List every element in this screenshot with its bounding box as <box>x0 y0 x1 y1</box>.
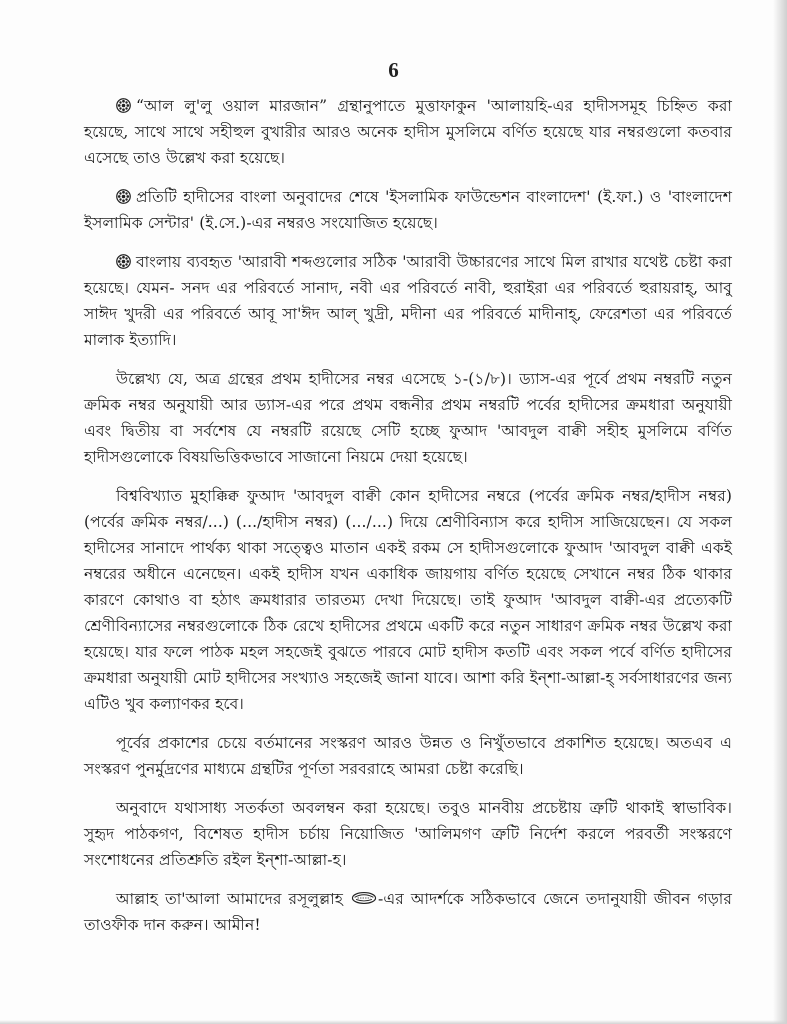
page-edge-shadow-right <box>773 0 787 1024</box>
paragraph-1 <box>84 93 732 171</box>
paragraph-text: “আল লু'লু ওয়াল মারজান” গ্রন্থানুপাতে মুত্তাফাকুন 'আলায়হি-এর হাদীসসমূহ চিহ্নিত করা হয়েছে, সাথে সাথে সহীহুল বুখারীর আরও অনেক হাদীস মুসলিমে বর্ণিত হয়েছে যার নম্বরগুলো কতবার এসেছে তাও উল্লেখ করা হয়েছে। <box>84 97 732 167</box>
paragraph-text: পূর্বের প্রকাশের চেয়ে বর্তমানের সংস্করণ আরও উন্নত ও নিখুঁতভাবে প্রকাশিত হয়েছে। অতএব এ সংস্করণ পুনর্মুদ্রণের মাধ্যমে গ্রন্থটির পূর্ণতা সরবরাহে আমরা চেষ্টা করেছি। <box>84 734 732 778</box>
paragraph-text: বাংলায় ব্যবহৃত 'আরাবী শব্দগুলোর সঠিক 'আরাবী উচ্চারণের সাথে মিল রাখার যথেষ্ট চেষ্টা করা হয়েছে। যেমন- সনদ এর পরিবর্তে সানাদ, নবী এর পরিবর্তে নাবী, হুরাইরা এর পরিবর্তে হুরায়রাহ্, আবু সাঈদ খুদরী এর পরিবর্তে আবূ সা'ঈদ আল্ খুদ্রী, মদীনা এর পরিবর্তে মাদীনাহ্, ফেরেশতা এর পরিবর্তে মালাক ইত্যাদি। <box>84 253 732 349</box>
paragraph-4 <box>84 366 732 470</box>
flower-ornament-icon <box>116 254 131 269</box>
closing-text-after: -এর আদর্শকে সঠিকভাবে জেনে তদানুযায়ী জীবন গড়ার তাওফীক দান করুন। আমীন! <box>84 890 732 934</box>
body-text <box>84 93 732 951</box>
paragraph-text: প্রতিটি হাদীসের বাংলা অনুবাদের শেষে 'ইসলামিক ফাউন্ডেশন বাংলাদেশ' (ই.ফা.) ও 'বাংলাদেশ ইসলামিক সেন্টার' (ই.সে.)-এর নম্বরও সংযোজিত হয়েছে। <box>84 188 732 232</box>
closing-text-before: আল্লাহ তা'আলা আমাদের রসূলুল্লাহ <box>116 890 351 908</box>
page-number: 6 <box>388 58 399 82</box>
flower-ornament-icon <box>116 98 131 113</box>
paragraph-text: উল্লেখ্য যে, অত্র গ্রন্থের প্রথম হাদীসের নম্বর এসেছে ১-(১/৮)। ড্যাস-এর পূর্বে প্রথম নম্বরটি নতুন ক্রমিক নম্বর অনুযায়ী আর ড্যাস-এর পরে প্রথম বন্ধনীর প্রথম নম্বরটি পর্বের হাদীসের ক্রমধারা অনুযায়ী এবং দ্বিতীয় বা সর্বশেষ যে নম্বরটি রয়েছে সেটি হচ্ছে ফুআদ 'আবদুল বাক্বী সহীহ মুসলিমে বর্ণিত হাদীসগুলোকে বিষয়ভিত্তিকভাবে সাজানো নিয়মে দেয়া হয়েছে। <box>84 370 732 466</box>
paragraph-2 <box>84 184 732 236</box>
paragraph-3 <box>84 249 732 353</box>
paragraph-text: অনুবাদে যথাসাধ্য সতর্কতা অবলম্বন করা হয়েছে। তবুও মানবীয় প্রচেষ্টায় ত্রুটি থাকাই স্বাভাবিক। সুহৃদ পাঠকগণ, বিশেষত হাদীস চর্চায় নিয়োজিত 'আলিমগণ ত্রুটি নির্দেশ করলে পরবর্তী সংস্করণে সংশোধনের প্রতিশ্রুতি রইল ইন্শা-আল্লা-হ। <box>84 799 732 869</box>
paragraph-6 <box>84 730 732 782</box>
paragraph-5 <box>84 483 732 717</box>
flower-ornament-icon <box>116 189 131 204</box>
closing-paragraph <box>84 886 732 938</box>
page-edge-shadow-bottom <box>0 1020 787 1024</box>
salawat-calligraphy-icon <box>351 891 377 905</box>
paragraph-7 <box>84 795 732 873</box>
paragraph-text: বিশ্ববিখ্যাত মুহাক্কিক্ব ফুআদ 'আবদুল বাক্বী কোন হাদীসের নম্বরে (পর্বের ক্রমিক নম্বর/হাদীস নম্বর) (পর্বের ক্রমিক নম্বর/...) (.../হাদীস নম্বর) (.../...) দিয়ে শ্রেণীবিন্যাস করে হাদীস সাজিয়েছেন। যে সকল হাদীসের সানাদে পার্থক্য থাকা সত্ত্বেও মাতান একই রকম সে হাদীসগুলোকে ফুআদ 'আবদুল বাক্বী একই নম্বরের অধীনে এনেছেন। একই হাদীস যখন একাধিক জায়গায় বর্ণিত হয়েছে সেখানে নম্বর ঠিক থাকার কারণে কোথাও বা হঠাৎ ক্রমধারার তারতম্য দেখা দিয়েছে। তাই ফুআদ 'আবদুল বাক্বী-এর প্রত্যেকটি শ্রেণীবিন্যাসের নম্বরগুলোকে ঠিক রেখে হাদীসের প্রথমে একটি করে নতুন সাধারণ ক্রমিক নম্বর উল্লেখ করা হয়েছে। যার ফলে পাঠক মহল সহজেই বুঝতে পারবে মোট হাদীস কতটি এবং সকল পর্বে বর্ণিত হাদীসের ক্রমধারা অনুযায়ী মোট হাদীসের সংখ্যাও সহজেই জানা যাবে। আশা করি ইন্শা-আল্লা-হ্ সর্বসাধারণের জন্য এটিও খুব কল্যাণকর হবে। <box>84 487 732 713</box>
